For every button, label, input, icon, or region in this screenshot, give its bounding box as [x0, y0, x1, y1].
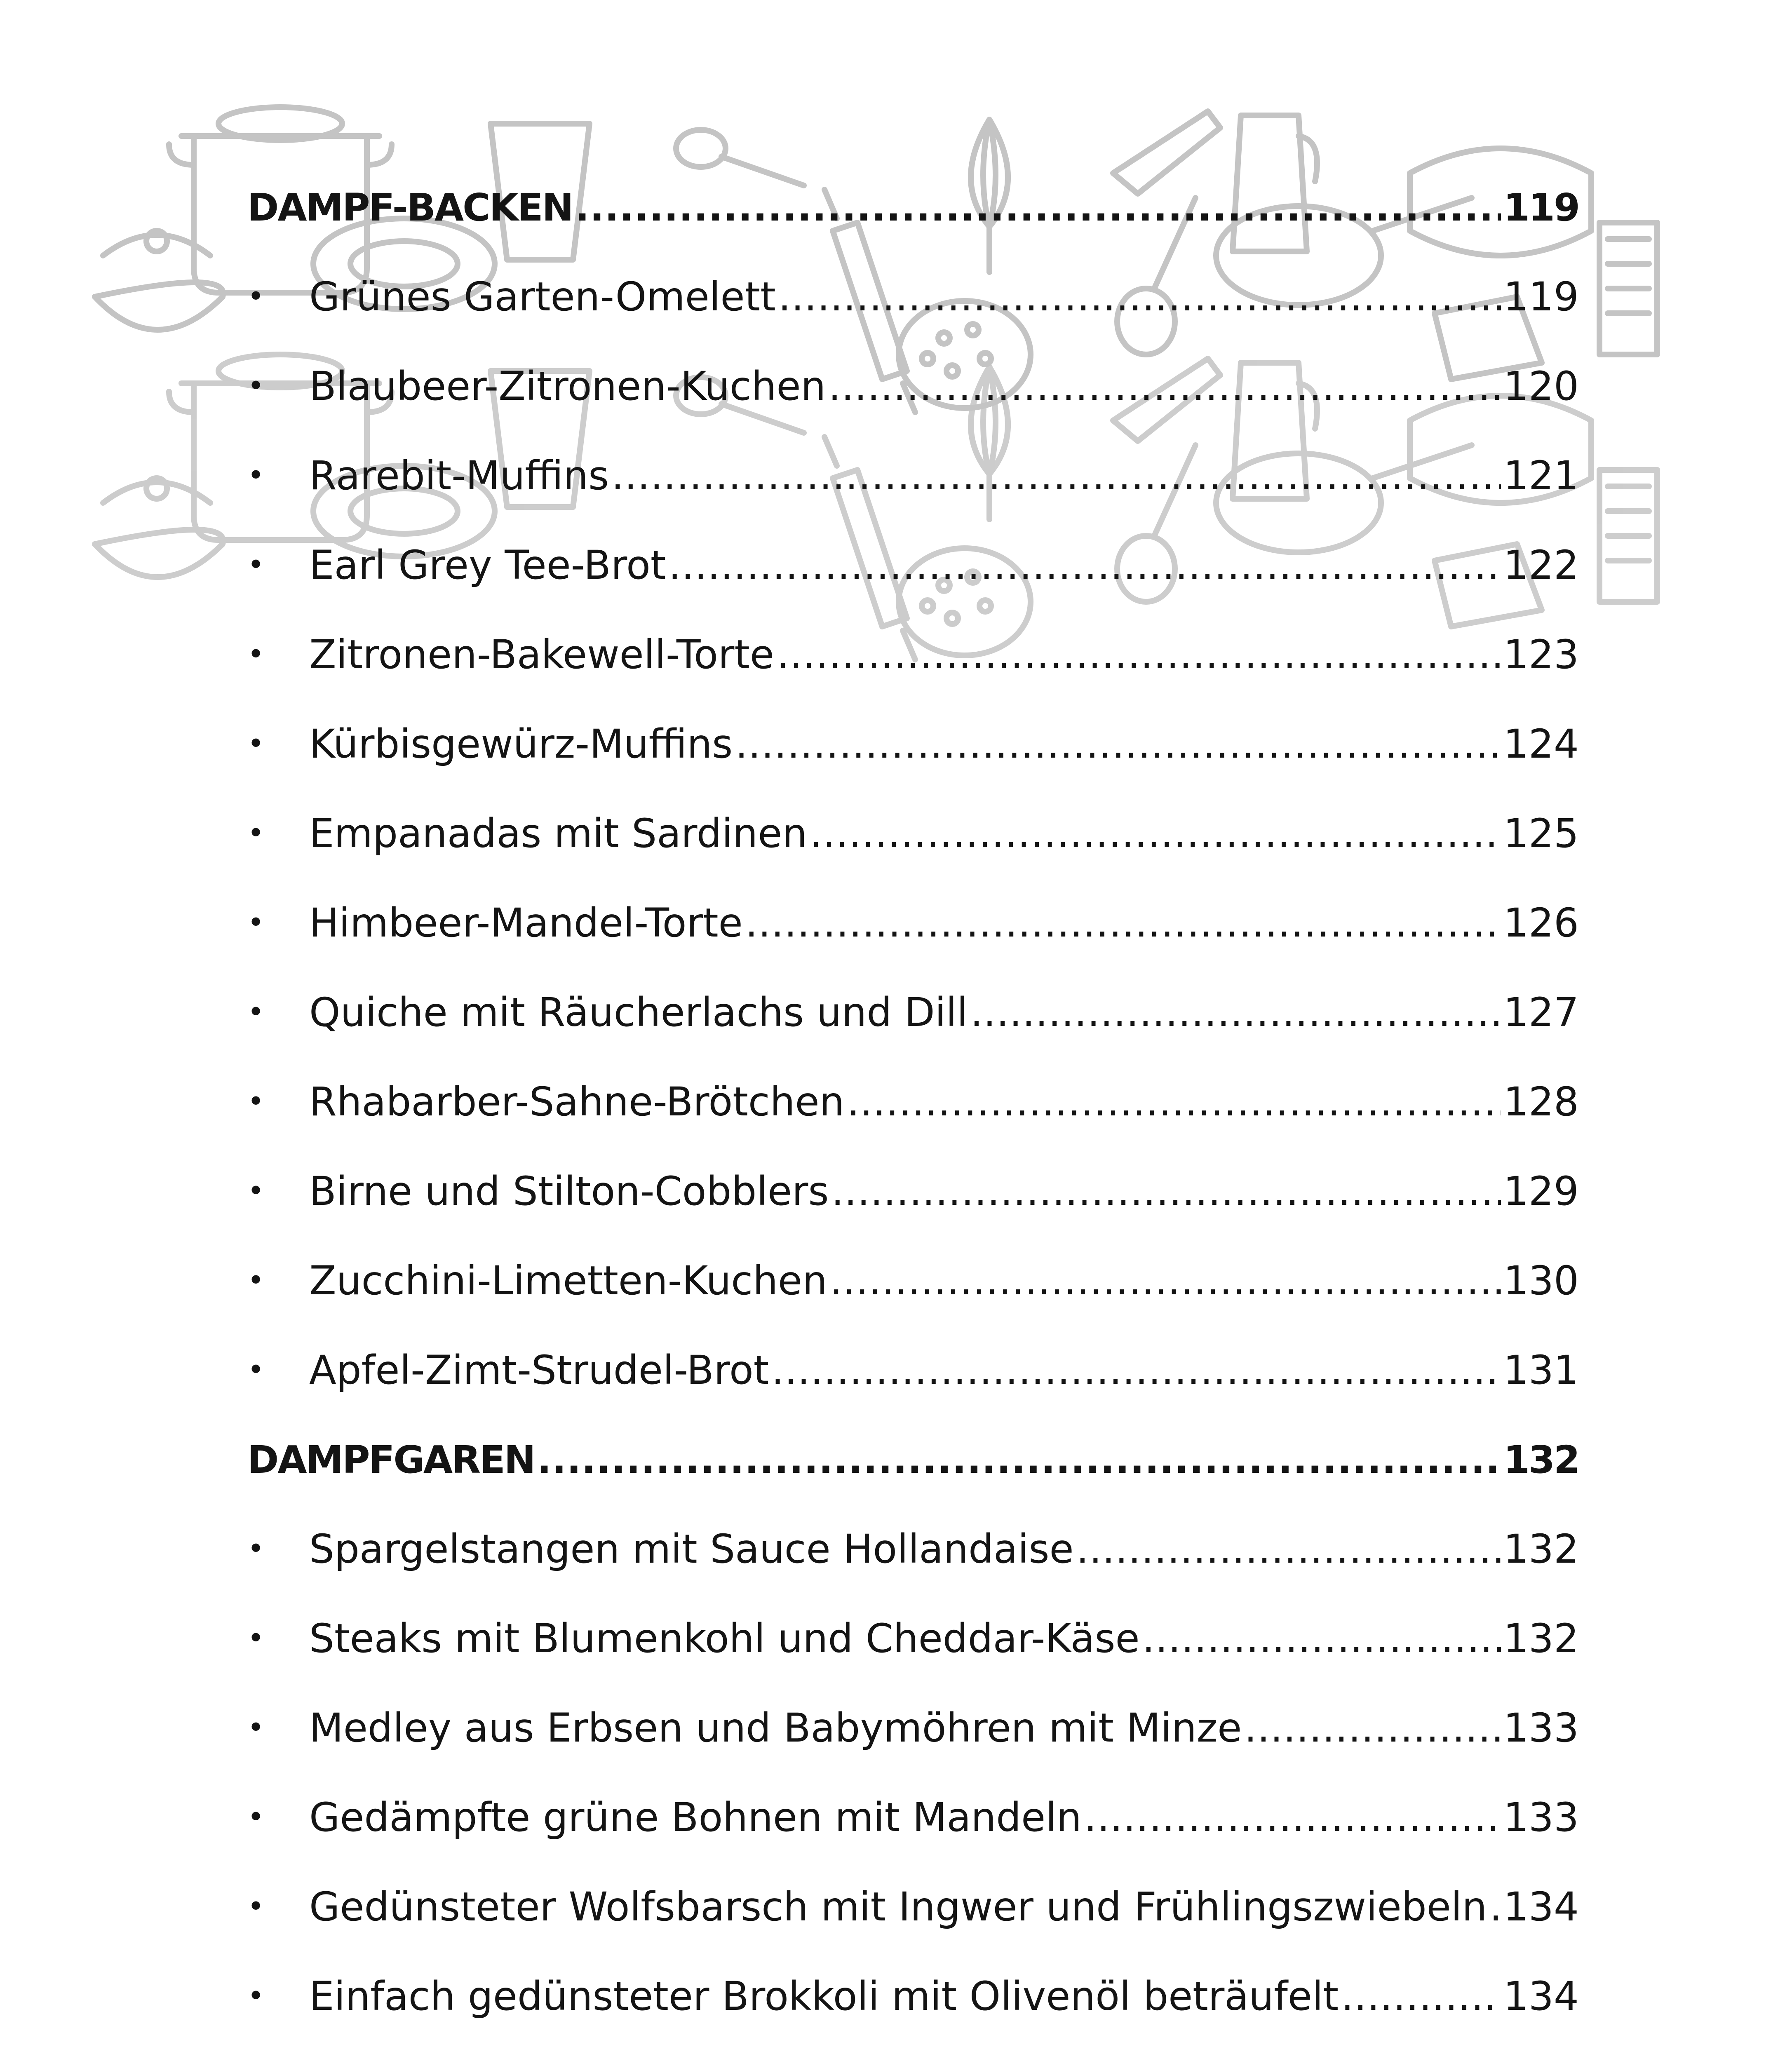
toc-page-number: 134 [1503, 1884, 1579, 1930]
toc-section-heading[interactable] [247, 163, 1579, 252]
dot-leader [1002, 2041, 1501, 2061]
bullet-icon: • [247, 1084, 265, 1118]
toc-entry[interactable] [247, 878, 1579, 968]
toc-entry-title: Empanadas mit Sardinen [309, 810, 808, 857]
bullet-icon: • [247, 1800, 265, 1834]
toc-entry[interactable] [247, 1057, 1579, 1147]
toc-entry-title: Rhabarber-Sahne-Brötchen [309, 1079, 845, 1125]
toc-entry-title: Kürbisgewürz-Muffins [309, 721, 733, 767]
bullet-icon: • [247, 279, 265, 313]
dot-leader [1341, 1952, 1501, 2041]
toc-entry[interactable] [247, 521, 1579, 610]
toc-entry[interactable] [247, 2041, 1579, 2061]
dot-leader [669, 521, 1501, 610]
dot-leader [970, 968, 1501, 1057]
dot-leader [778, 252, 1501, 342]
bullet-icon: • [247, 906, 265, 939]
toc-page-number: 128 [1503, 1079, 1579, 1125]
toc-entry-title: Gedünsteter Wolfsbarsch mit Ingwer und Frühlingszwiebeln [309, 1884, 1487, 1930]
toc-entry-title: Rarebit-Muffins [309, 453, 609, 499]
toc-entry-title: Zitronen-Bakewell-Torte [309, 631, 775, 678]
toc-page-number: 132 [1503, 1526, 1579, 1572]
toc-entry[interactable] [247, 610, 1579, 700]
toc-page-number: 119 [1503, 185, 1579, 230]
dot-leader [1084, 1773, 1501, 1862]
toc-page-number: 123 [1503, 631, 1579, 678]
toc-page-number: 132 [1503, 1615, 1579, 1662]
toc-entry-title: Birne und Stilton-Cobblers [309, 1168, 829, 1214]
bullet-icon: • [247, 548, 265, 582]
dot-leader [1076, 1505, 1501, 1594]
toc-entry-title: Quiche mit Räucherlachs und Dill [309, 989, 968, 1035]
toc-page-number: 120 [1503, 363, 1579, 409]
toc-entry[interactable] [247, 1505, 1579, 1594]
dot-leader [831, 1147, 1501, 1236]
toc-page-number: 119 [1503, 274, 1579, 320]
dot-leader [1142, 1594, 1501, 1683]
toc-entry-title: Blaubeer-Zitronen-Kuchen [309, 363, 826, 409]
toc-entry-title: Apfel-Zimt-Strudel-Brot [309, 1347, 769, 1393]
bullet-icon: • [247, 1263, 265, 1297]
toc-entry[interactable] [247, 1683, 1579, 1773]
bullet-icon: • [247, 369, 265, 403]
toc-entry-title: Earl Grey Tee-Brot [309, 542, 666, 588]
bullet-icon: • [247, 1532, 265, 1566]
toc-entry[interactable] [247, 1862, 1579, 1952]
toc-entry[interactable] [247, 1147, 1579, 1236]
dot-leader [1244, 1683, 1501, 1773]
table-of-contents [247, 163, 1579, 2061]
toc-entry-title: Medley aus Erbsen und Babymöhren mit Minze [309, 1705, 1242, 1751]
toc-entry[interactable] [247, 1952, 1579, 2041]
dot-leader [1489, 1862, 1501, 1952]
toc-page-number [1503, 2041, 1579, 2061]
dot-leader [847, 1057, 1501, 1147]
toc-section-heading[interactable] [247, 1415, 1579, 1505]
bullet-icon: • [247, 1979, 265, 2013]
bullet-icon: • [247, 1711, 265, 1744]
toc-page-number: 129 [1503, 1168, 1579, 1214]
toc-entry[interactable] [247, 431, 1579, 521]
dot-leader [745, 878, 1501, 968]
dot-leader [537, 1415, 1501, 1505]
bullet-icon [247, 2041, 309, 2061]
bullet-icon: • [247, 637, 265, 671]
toc-entry[interactable] [247, 1326, 1579, 1415]
toc-entry[interactable] [247, 1594, 1579, 1683]
toc-entry-title: Spargelstangen mit Sauce Hollandaise [309, 1526, 1074, 1572]
toc-entry-title: Gedämpfte grüne Bohnen mit Mandeln [309, 1794, 1082, 1840]
toc-entry-title: DAMPFGAREN [247, 1438, 535, 1482]
dot-leader [777, 610, 1501, 700]
bullet-icon: • [247, 1174, 265, 1208]
dot-leader [771, 1326, 1501, 1415]
toc-page-number: 131 [1503, 1347, 1579, 1393]
toc-entry[interactable] [247, 252, 1579, 342]
toc-page-number: 130 [1503, 1258, 1579, 1304]
toc-entry-title: DAMPF-BACKEN [247, 185, 573, 230]
dot-leader [830, 1236, 1501, 1326]
bullet-icon: • [247, 995, 265, 1029]
toc-entry-title: Grünes Garten-Omelett [309, 274, 776, 320]
bullet-icon: • [247, 816, 265, 850]
toc-page-number: 121 [1503, 453, 1579, 499]
toc-entry[interactable] [247, 789, 1579, 878]
bullet-icon: • [247, 1890, 265, 1923]
toc-page-number: 126 [1503, 900, 1579, 946]
bullet-icon: • [247, 1353, 265, 1387]
bullet-icon: • [247, 458, 265, 492]
dot-leader [735, 700, 1501, 789]
dot-leader [828, 342, 1501, 431]
toc-page-number: 133 [1503, 1794, 1579, 1840]
toc-entry-title: Einfach gedünsteter Brokkoli mit Olivenöl beträufelt [309, 1973, 1339, 2019]
toc-page-number: 133 [1503, 1705, 1579, 1751]
toc-page-number: 125 [1503, 810, 1579, 857]
toc-page-number: 132 [1503, 1438, 1579, 1482]
toc-entry-title: Himbeer-Mandel-Torte [309, 900, 743, 946]
toc-page-number: 134 [1503, 1973, 1579, 2019]
toc-entry[interactable] [247, 1773, 1579, 1862]
toc-page-number: 122 [1503, 542, 1579, 588]
toc-page-number: 124 [1503, 721, 1579, 767]
dot-leader [611, 431, 1501, 521]
bullet-icon: • [247, 1621, 265, 1655]
dot-leader [810, 789, 1501, 878]
toc-page-number: 127 [1503, 989, 1579, 1035]
dot-leader [575, 163, 1501, 252]
toc-entry[interactable] [247, 1236, 1579, 1326]
toc-entry-title: Zucchini-Limetten-Kuchen [309, 1258, 827, 1304]
toc-entry[interactable] [247, 342, 1579, 431]
toc-entry-title: Steaks mit Blumenkohl und Cheddar-Käse [309, 1615, 1140, 1662]
bullet-icon: • [247, 727, 265, 761]
toc-entry[interactable] [247, 700, 1579, 789]
toc-entry[interactable] [247, 968, 1579, 1057]
toc-entry-title [309, 2041, 1000, 2061]
